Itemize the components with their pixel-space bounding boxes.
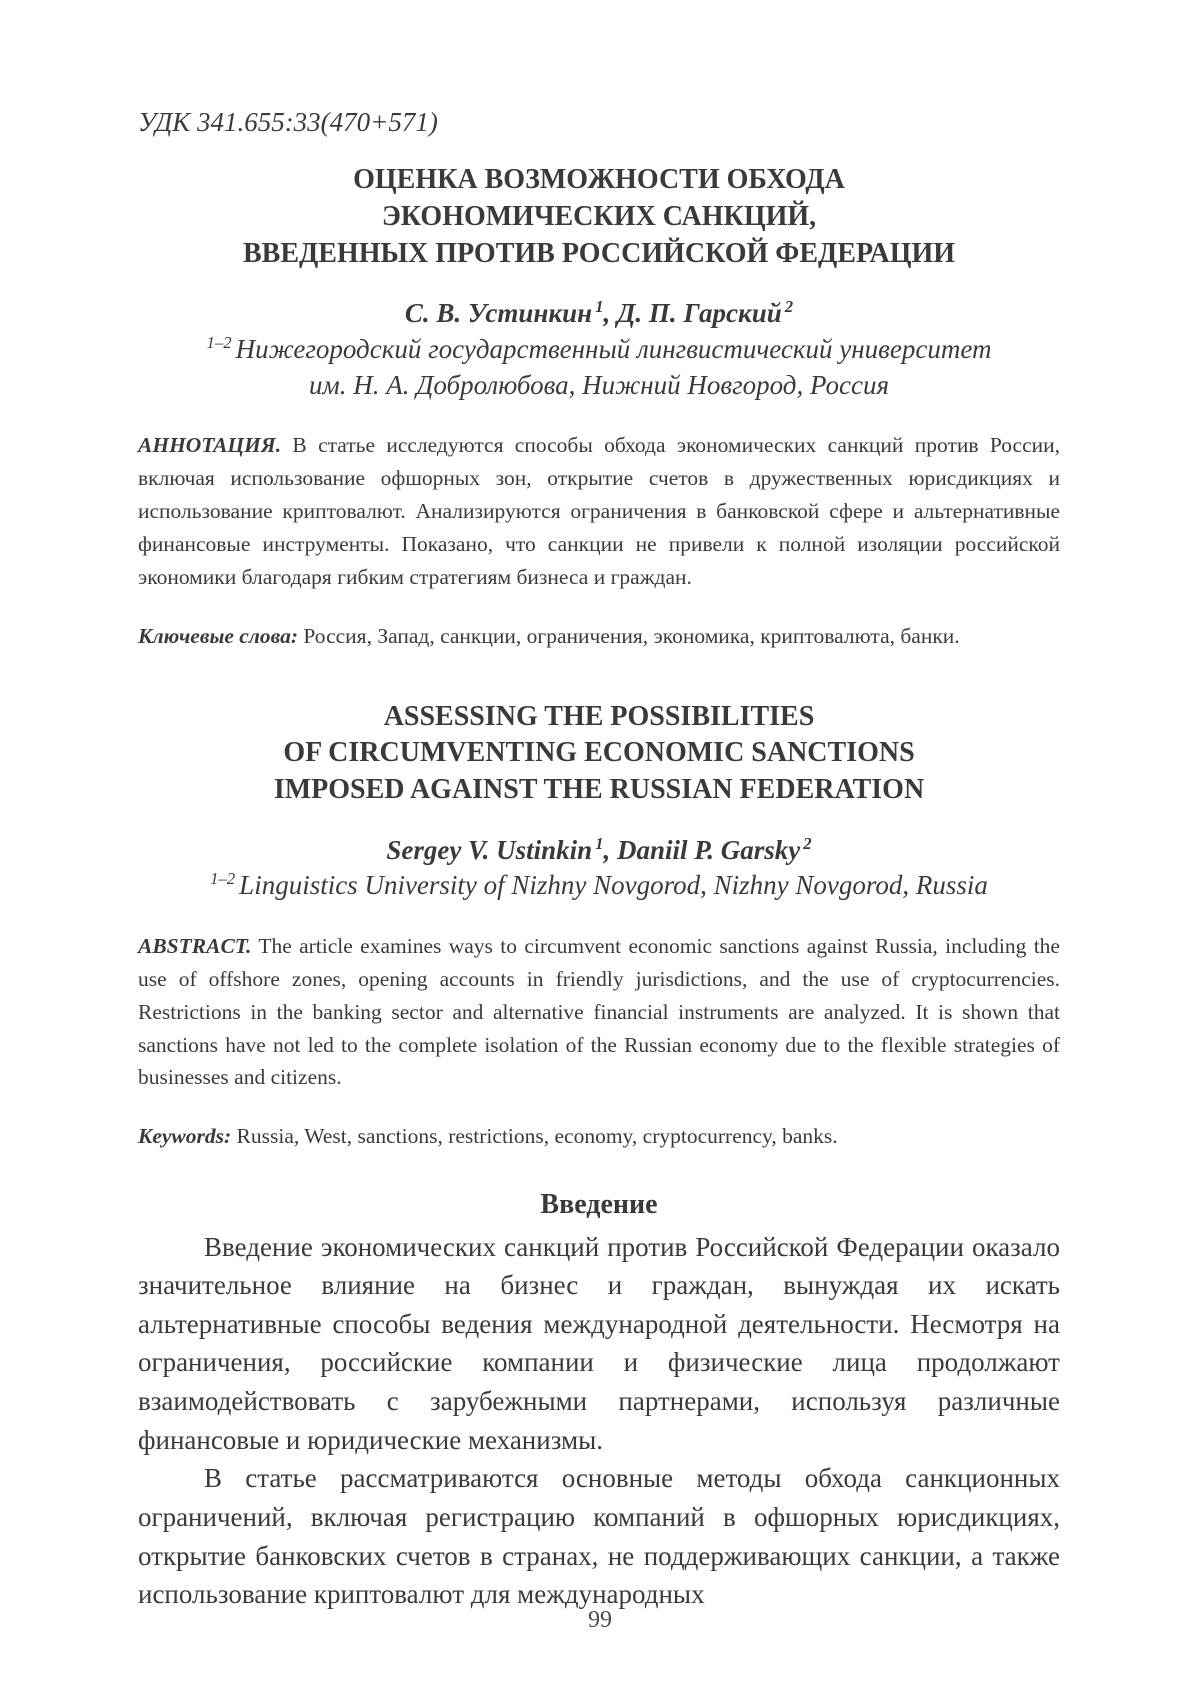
title-en-line: ASSESSING THE POSSIBILITIES [383, 700, 815, 732]
keywords-en-text: Russia, West, sanctions, restrictions, economy, cryptocurrency, banks. [236, 1124, 838, 1149]
author-en-1-superscript: 1 [595, 833, 604, 853]
keywords-en [138, 1120, 1060, 1153]
title-ru-line: ВВЕДЕННЫХ ПРОТИВ РОССИЙСКОЙ ФЕДЕРАЦИИ [242, 237, 956, 269]
authors-separator: , [603, 834, 617, 865]
authors-en [138, 833, 1060, 869]
keywords-ru-label: Ключевые слова: [138, 623, 298, 648]
affiliation-en-superscript: 1–2 [210, 869, 236, 889]
affiliation-ru-text: Нижегородский государственный лингвистический университет [235, 334, 992, 365]
author-ru-2: Д. П. Гарский [616, 298, 782, 329]
author-ru-2-superscript: 2 [784, 297, 794, 317]
affiliation-en-line-1 [138, 868, 1060, 904]
authors-ru [138, 296, 1060, 332]
section-heading-introduction: Введение [540, 1189, 658, 1221]
affiliation-en-text: Linguistics University of Nizhny Novgorod, Nizhny Novgorod, Russia [239, 870, 988, 901]
affiliation-ru-line-1 [138, 332, 1060, 368]
authors-separator: , [603, 298, 617, 329]
title-ru [138, 162, 1060, 272]
title-ru-line: ОЦЕНКА ВОЗМОЖНОСТИ ОБХОДА [353, 164, 845, 196]
author-en-2-superscript: 2 [803, 833, 812, 853]
keywords-en-label: Keywords: [138, 1124, 232, 1149]
udc-code: УДК 341.655:33(470+571) [138, 107, 438, 137]
abstract-ru-label: АННОТАЦИЯ. [138, 433, 282, 458]
page-number: 99 [588, 1607, 612, 1633]
abstract-ru [138, 429, 1060, 593]
keywords-ru [138, 620, 1060, 653]
affiliation-ru-line-2: им. Н. А. Добролюбова, Нижний Новгород, Россия [308, 369, 889, 400]
affiliation-ru-superscript: 1–2 [206, 333, 232, 353]
abstract-en-text: The article examines ways to circumvent economic sanctions against Russia, including the use of offshore zones, opening accounts in friendly jurisdictions, and the use of cryptocurrencies. Restrictions in the banking sector and alternative financial instruments are analyzed. It is shown that sanctions have not led to the complete isolation of the Russian economy due to the flexible strategies of businesses and citizens. [138, 933, 1060, 1090]
author-en-2: Daniil P. Garsky [617, 834, 801, 865]
author-en-1: Sergey V. Ustinkin [386, 834, 593, 865]
author-ru-1-superscript: 1 [595, 297, 604, 317]
abstract-en-label: ABSTRACT. [138, 933, 252, 958]
title-en [138, 699, 1060, 809]
introduction-body [138, 1228, 1060, 1614]
title-en-line: OF CIRCUMVENTING ECONOMIC SANCTIONS [283, 737, 915, 769]
introduction-paragraph-2: В статье рассматриваются основные методы обхода санкционных ограничений, включая регистрацию компаний в офшорных юрисдикциях, открытие банковских счетов в странах, не поддерживающих санкции, а также использование криптовалют для международных [138, 1463, 1060, 1610]
title-ru-line: ЭКОНОМИЧЕСКИХ САНКЦИЙ, [381, 201, 817, 233]
abstract-ru-text: В статье исследуются способы обхода экономических санкций против России, включая использование офшорных зон, открытие счетов в дружественных юрисдикциях и использование криптовалют. Анализируются ограничения в банковской сфере и альтернативные финансовые инструменты. Показано, что санкции не привели к полной изоляции российской экономики благодаря гибким стратегиям бизнеса и граждан. [138, 433, 1061, 589]
title-en-line: IMPOSED AGAINST THE RUSSIAN FEDERATION [273, 773, 925, 805]
keywords-ru-text: Россия, Запад, санкции, ограничения, экономика, криптовалюта, банки. [303, 623, 960, 648]
affiliation-en [138, 868, 1060, 904]
introduction-paragraph-1: Введение экономических санкций против Российской Федерации оказало значительное влияние на бизнес и граждан, вынуждая их искать альтернативные способы ведения международной деятельности. Несмотря на ограничения, российские компании и физические лица продолжают взаимодействовать с зарубежными партнерами, используя различные финансовые и юридические механизмы. [138, 1231, 1060, 1455]
abstract-en [138, 930, 1060, 1094]
affiliation-ru [138, 332, 1060, 403]
author-ru-1: С. В. Устинкин [404, 298, 593, 329]
